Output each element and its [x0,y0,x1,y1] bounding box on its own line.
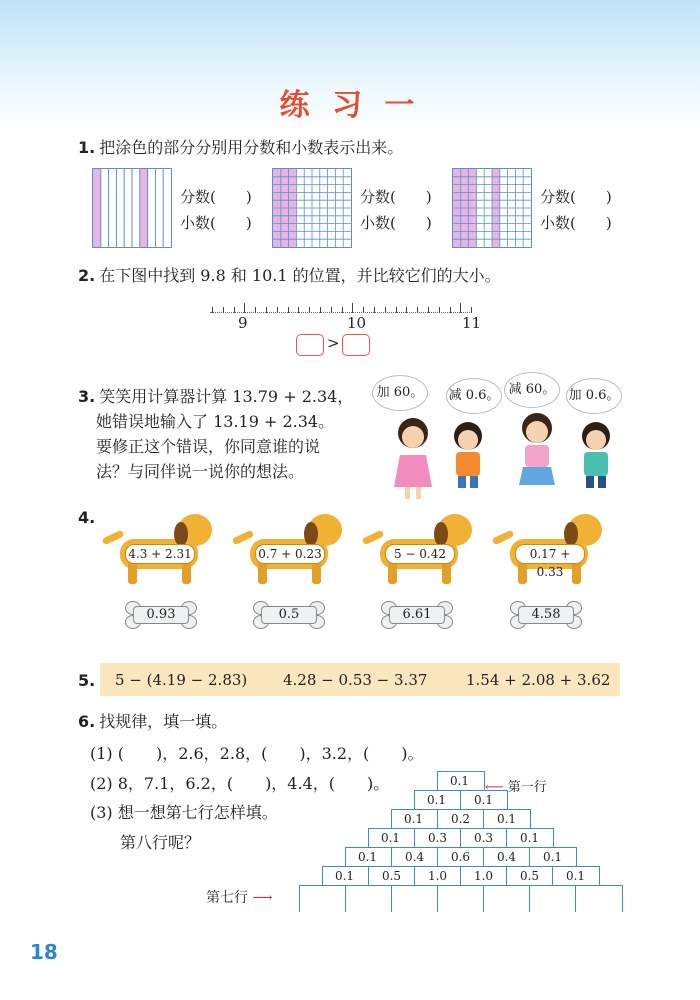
question-line-2: 她错误地输入了 13.19 + 2.34。 [96,412,335,431]
bone-value-1: 0.93 [133,606,189,624]
arrow-left-icon: ⟵ [485,780,504,795]
question-line-3: 要修正这个错误，你同意谁的说 [96,437,321,456]
number-line-tick [406,307,407,313]
number-line-tick [450,307,451,313]
triangle-cell: 0.1 [334,869,355,883]
shaded-grid-hundredths-2 [452,168,532,248]
seventh-row-label [206,887,273,907]
dog-expression-1: 4.3 + 2.31 [125,544,195,564]
question-4 [78,508,99,528]
triangle-cell: 0.1 [403,812,424,826]
pattern-part-1: (1) ( )，2.6，2.8，( )，3.2，( )。 [90,744,424,763]
boy-1-illustration [446,418,490,490]
pattern-part-2: (2) 8，7.1，6.2，( )，4.4，( )。 [90,774,390,793]
bone-card-3 [381,603,451,625]
question-text: 把涂色的部分分别用分数和小数表示出来。 [99,138,404,157]
speech-bubble-2: 减 0.6。 [446,378,502,414]
tick-label-10: 10 [347,314,367,332]
speech-bubble-3: 减 60。 [504,372,560,408]
triangle-cell: 0.3 [414,829,460,847]
dog-card-3 [360,514,475,584]
triangle-cell: 0.1 [552,867,598,885]
number-line-tick [309,307,310,313]
fraction-answer-2: 分数( ) [360,188,432,206]
seventh-row-text: 第七行 [206,890,248,906]
number-line-tick [234,307,235,313]
triangle-cell: 0.1 [357,850,378,864]
number-line-tick [331,307,332,313]
number-line-tick [223,307,224,313]
question-number: 6. [78,712,96,731]
triangle-cell[interactable] [483,886,529,912]
first-row-label [485,776,547,795]
decimal-answer-3: 小数( ) [540,214,612,232]
triangle-cell: 0.1 [426,793,447,807]
triangle-cell: 1.0 [414,867,460,885]
number-line-tick [428,307,429,313]
bone-card-2 [253,603,323,625]
speech-bubble-1: 加 60。 [372,375,428,411]
dog-card-2 [230,514,345,584]
pattern-part-3: (3) 想一想第七行怎样填。 [90,803,278,822]
tick-label-11: 11 [462,314,482,332]
triangle-cell[interactable] [437,886,483,912]
number-line-tick [244,303,245,313]
first-row-text: 第一行 [507,780,547,795]
triangle-cell: 0.3 [460,829,506,847]
number-line-tick [255,307,256,313]
number-line-tick [298,307,299,313]
greater-than-symbol: > [327,334,340,352]
number-line-tick [288,307,289,313]
question-number: 5. [78,671,96,690]
tick-label-9: 9 [238,314,248,332]
boy-2-illustration [574,418,618,490]
question-1 [78,138,403,158]
number-line-tick [320,307,321,313]
bone-card-4 [510,603,580,625]
dog-card-4 [490,514,605,584]
girl-2-illustration [514,410,560,492]
dog-expression-4: 0.17 + 0.33 [515,544,585,564]
triangle-cell: 0.1 [506,829,552,847]
triangle-cell: 0.1 [380,831,401,845]
page-number: 18 [30,940,58,964]
number-line-tick [439,307,440,313]
triangle-cell: 0.1 [529,848,575,866]
triangle-cell: 0.4 [483,848,529,866]
number-line-tick [352,303,353,313]
triangle-cell[interactable] [299,886,344,912]
compare-box-right[interactable] [342,334,370,356]
question-2 [78,266,501,286]
number-line-tick [342,307,343,313]
number-line-tick [363,307,364,313]
pattern-part-3-continued: 第八行呢？ [120,833,201,852]
triangle-cell[interactable] [345,886,391,912]
speech-bubble-4: 加 0.6。 [566,378,622,414]
page-title: 练 习 一 [279,88,421,123]
number-line-tick [266,307,267,313]
triangle-cell: 0.6 [437,848,483,866]
question-number: 4. [78,508,96,527]
bone-value-4: 4.58 [518,606,574,624]
shaded-grid-hundredths-1 [272,168,352,248]
triangle-cell: 0.4 [391,848,437,866]
question-3 [78,384,368,484]
girl-1-illustration [388,415,438,500]
triangle-cell: 1.0 [460,867,506,885]
expression-2: 4.28 − 0.53 − 3.37 [283,671,428,689]
triangle-cell: 0.2 [437,810,483,828]
number-line-tick [277,307,278,313]
number-line-tick [471,307,472,313]
compare-box-left[interactable] [296,334,324,356]
bone-card-1 [125,603,195,625]
question-number: 3. [78,387,96,406]
expression-3: 1.54 + 2.08 + 3.62 [466,671,611,689]
question-6 [78,712,227,732]
decimal-answer-1: 小数( ) [180,214,252,232]
question-5 [78,671,99,691]
question-text: 找规律，填一填。 [99,712,228,731]
expression-1: 5 − (4.19 − 2.83) [115,671,248,689]
question-number: 2. [78,266,96,285]
number-line-tick [417,307,418,313]
number-line-tick [212,307,213,313]
number-line-tick [374,307,375,313]
triangle-cell: 0.5 [506,867,552,885]
bone-value-2: 0.5 [261,606,317,624]
decimal-answer-2: 小数( ) [360,214,432,232]
arrow-right-icon: ⟶ [252,890,273,906]
dog-card-1 [100,514,215,584]
number-line-tick [385,307,386,313]
triangle-cell: 0.1 [449,774,470,788]
number-line-tick [460,303,461,313]
triangle-cell[interactable] [575,886,621,912]
question-line-4: 法？与同伴说一说你的想法。 [96,462,305,481]
triangle-cell: 0.1 [483,810,529,828]
triangle-cell[interactable] [391,886,437,912]
triangle-cell: 0.1 [460,791,506,809]
question-number: 1. [78,138,96,157]
dog-expression-2: 0.7 + 0.23 [255,544,325,564]
fraction-answer-1: 分数( ) [180,188,252,206]
shaded-grid-tenths [92,168,172,248]
bone-value-3: 6.61 [389,606,445,624]
triangle-cell: 0.5 [368,867,414,885]
dog-expression-3: 5 − 0.42 [385,544,455,564]
fraction-answer-3: 分数( ) [540,188,612,206]
question-text: 在下图中找到 9.8 和 10.1 的位置，并比较它们的大小。 [99,266,501,285]
triangle-cell[interactable] [529,886,575,912]
question-line-1: 笑笑用计算器计算 13.79 + 2.34， [99,387,354,406]
number-line-tick [396,307,397,313]
